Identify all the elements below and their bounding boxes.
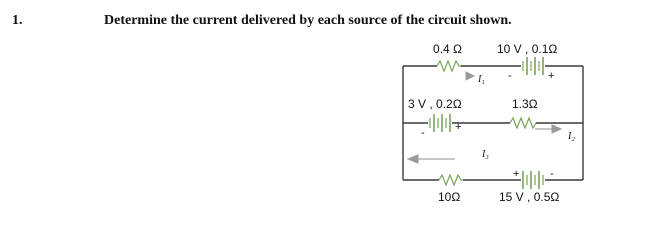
label-r-mid: 1.3Ω — [512, 97, 538, 111]
polarity-mid-plus: + — [455, 121, 462, 133]
polarity-bottom-minus: - — [550, 168, 554, 180]
label-r-bottom: 10Ω — [438, 190, 461, 204]
polarity-bottom-plus: + — [513, 168, 520, 180]
polarity-top-minus: - — [508, 70, 512, 82]
question-text: Determine the current delivered by each source of the circuit shown. — [104, 13, 512, 28]
label-src-mid: 3 V , 0.2Ω — [408, 97, 462, 111]
polarity-mid-minus: - — [421, 127, 425, 139]
question-number: 1. — [12, 13, 23, 28]
battery-mid — [430, 114, 450, 132]
arrow-i1 — [466, 72, 474, 80]
label-i1: I₁ — [478, 74, 485, 85]
label-r-top: 0.4 Ω — [433, 42, 462, 56]
label-i2: I₂ — [568, 131, 575, 142]
resistor-mid — [510, 118, 536, 128]
resistor-top — [437, 61, 461, 71]
polarity-top-plus: + — [548, 70, 555, 82]
label-i3: I₃ — [482, 149, 489, 160]
arrow-i2 — [552, 125, 561, 133]
battery-top — [523, 57, 543, 75]
resistor-bottom — [439, 175, 463, 185]
arrow-i3 — [408, 155, 418, 163]
battery-bottom — [523, 171, 543, 189]
label-src-top: 10 V , 0.1Ω — [497, 42, 558, 56]
label-src-bottom: 15 V , 0.5Ω — [499, 190, 560, 204]
